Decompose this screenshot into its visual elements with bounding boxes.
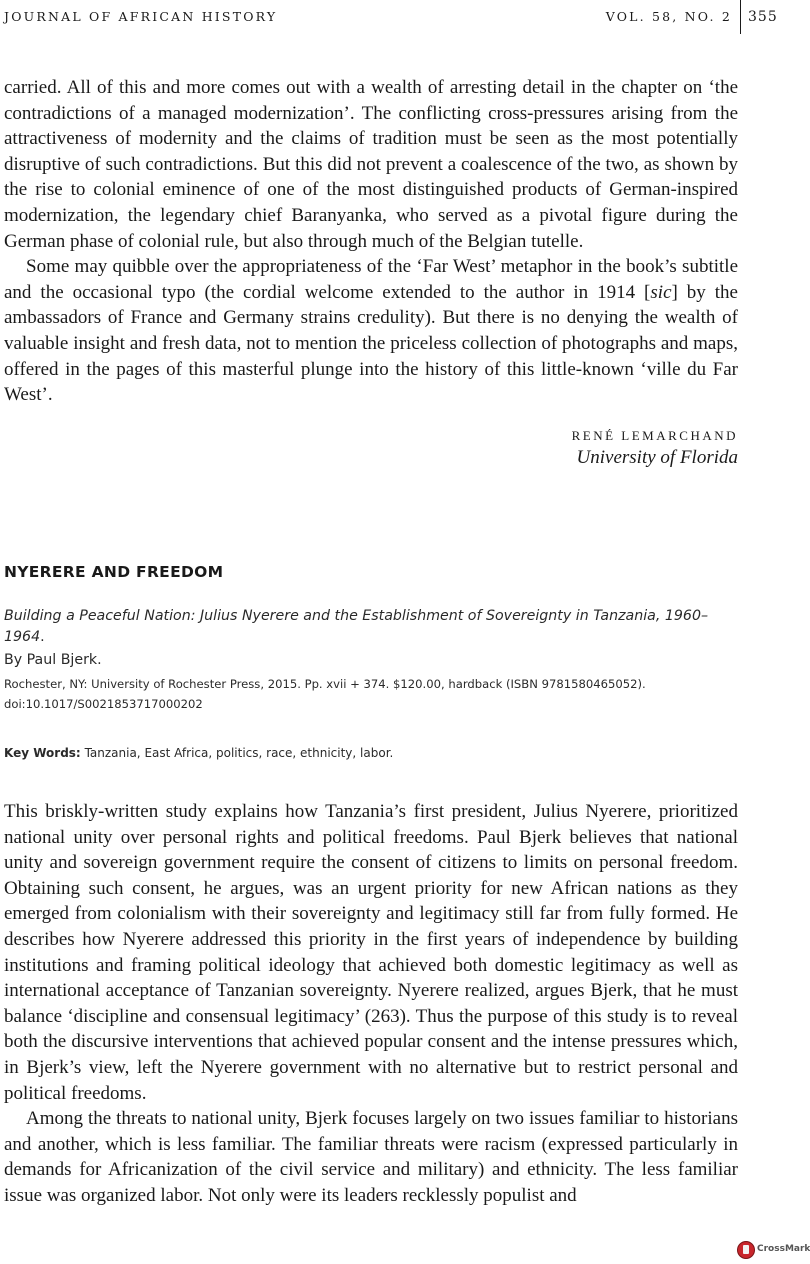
sic-marker: sic bbox=[650, 281, 672, 303]
page-number: 355 bbox=[748, 9, 778, 25]
review2-paragraph-1: This briskly-written study explains how Tanzania’s first president, Julius Nyerere, prioritized national unity over personal rights and political freedoms. Paul Bjerk believes that national unity and sovereign government require the consent of citizens to limits on personal freedom. Obtaining such consent, he argues, was an urgent priority for new African nations as they emerged from colonialism with their sovereignty and legitimacy still far from fully formed. He describes how Nyerere addressed this priority in the first years of independence by building institutions and framing political ideology that achieved both domestic legitimacy as well as international acceptance of Tanzanian sovereignty. Nyerere realized, argues Bjerk, that he must balance ‘discipline and consensual legitimacy’ (263). Thus the purpose of this study is to reveal both the discursive interventions that achieved popular consent and the intense pressures which, in Bjerk’s view, left the Nyerere government with no alternative but to restrict personal and political freedoms. bbox=[4, 801, 738, 1104]
book-title-period: . bbox=[40, 629, 45, 645]
review1-p2-text-b: ] by the ambassadors of France and Germany strains credulity). But there is no denying the wealth of valuable insight and fresh data, not to mention the priceless collection of photographs and maps, offered in the pages of this masterful plunge into the history of this little-known ‘ville du Far West’. bbox=[4, 281, 738, 406]
book-doi: doi:10.1017/S0021853717000202 bbox=[4, 697, 203, 711]
running-header bbox=[0, 0, 800, 40]
reviewer-name: RENÉ LEMARCHAND bbox=[571, 428, 738, 443]
review2-body bbox=[4, 799, 738, 1209]
keywords-label: Key Words: bbox=[4, 746, 81, 760]
review1-paragraph-1: carried. All of this and more comes out with a wealth of arresting detail in the chapter on ‘the contradictions of a managed modernization’. The conflicting cross-pressures arising from the attractiveness of modernity and the claims of tradition must be seen as the most potentially disruptive of such contradictions. But this did not prevent a coalescence of the two, as shown by the rise to colonial eminence of one of the most distinguished products of German-inspired modernization, the legendary chief Baranyanka, who served as a pivotal figure during the German phase of colonial rule, but also through much of the Belgian tutelle. bbox=[4, 77, 738, 252]
review1-body bbox=[4, 75, 738, 408]
journal-title: JOURNAL OF AFRICAN HISTORY bbox=[4, 9, 278, 24]
crossmark-label: CrossMark bbox=[757, 1244, 810, 1254]
reviewer-institution: University of Florida bbox=[576, 447, 738, 468]
book-title: Building a Peaceful Nation: Julius Nyerere and the Establishment of Sovereignty in Tanzania, 1960–1964 bbox=[4, 608, 709, 645]
review1-p2-text-a: Some may quibble over the appropriateness of the ‘Far West’ metaphor in the book’s subtitle and the occasional typo (the cordial welcome extended to the author in 1914 [ bbox=[4, 256, 738, 303]
keywords bbox=[4, 746, 393, 760]
header-divider bbox=[740, 0, 741, 34]
crossmark-badge[interactable] bbox=[737, 1240, 810, 1262]
book-publication: Rochester, NY: University of Rochester Press, 2015. Pp. xvii + 374. $120.00, hardback (ISBN 9781580465052). bbox=[4, 677, 646, 691]
crossmark-icon bbox=[737, 1241, 755, 1259]
book-citation bbox=[4, 606, 744, 714]
section-title: NYERERE AND FREEDOM bbox=[4, 563, 224, 581]
review1-paragraph-2 bbox=[4, 254, 738, 408]
keywords-list: Tanzania, East Africa, politics, race, ethnicity, labor. bbox=[84, 746, 394, 760]
book-title-line bbox=[4, 606, 744, 648]
reviewer-signature bbox=[572, 428, 738, 469]
review2-paragraph-2: Among the threats to national unity, Bjerk focuses largely on two issues familiar to historians and another, which is less familiar. The familiar threats were racism (expressed particularly in demands for Africanization of the civil service and military) and ethnicity. The less familiar issue was organized labor. Not only were its leaders recklessly populist and bbox=[4, 1108, 738, 1206]
book-author: By Paul Bjerk. bbox=[4, 652, 102, 668]
volume-issue: VOL. 58, NO. 2 bbox=[605, 9, 732, 24]
